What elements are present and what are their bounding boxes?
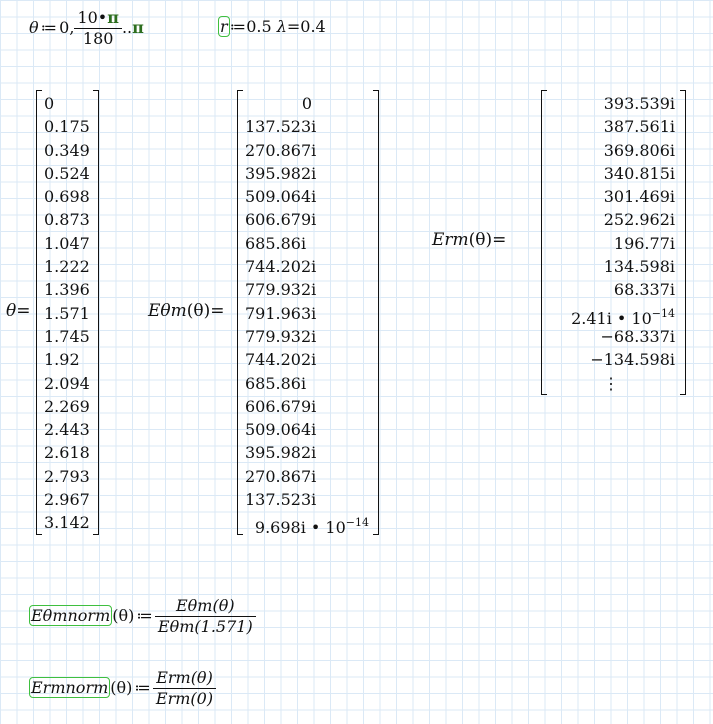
etheta-value-cell: 779.932i [245,326,317,346]
theta-value-cell: 0.349 [44,140,90,160]
erm-value-cell: 387.561i [603,117,675,137]
etheta-value-cell: 744.202i [245,257,317,277]
pi-symbol: π [132,18,144,37]
theta-matrix-label: θ= [6,301,31,321]
theta-value-cell: 2.967 [44,490,90,510]
erm-value-cell: 301.469i [603,187,675,207]
etheta-value-cell: 0 [301,94,313,113]
erm-matrix-label: Erm(θ)= [432,230,507,250]
etheta-value-cell: 685.86i [245,373,307,393]
theta-matrix[interactable] [36,90,99,535]
theta-value-cell: 2.094 [44,373,90,393]
etheta-value-cell: 395.982i [245,443,317,463]
etheta-value-cell: 270.867i [245,466,317,486]
erm-norm-definition[interactable]: Ermnorm (θ) ≔ $\frac{\text{Erm(θ)}}{\text{Erm(0)}}$ [29,668,216,709]
erm-matrix[interactable] [541,90,686,395]
truncation-ellipsis: ⋮ [603,373,619,393]
theta-value-cell: 2.269 [44,396,90,416]
erm-value-cell: −68.337i [600,326,675,346]
r-variable-selected[interactable]: r [220,17,228,36]
pi-symbol: π [107,8,119,27]
erm-value-cell: 252.962i [603,210,675,230]
theta-value-cell: 0.698 [44,187,90,207]
theta-value-cell: 0.175 [44,117,90,137]
range-operator: .. [121,18,133,37]
theta-value-cell: 0.524 [44,163,90,183]
theta-variable: θ [29,18,39,37]
assign-operator: ≔ [40,18,58,37]
theta-value-cell: 0.873 [44,210,90,230]
theta-value-cell: 1.571 [44,303,90,323]
erm-value-cell: 134.598i [603,257,675,277]
lambda-variable: λ [276,17,287,36]
theta-value-cell: 1.047 [44,233,90,253]
etheta-value-cell: 395.982i [245,163,317,183]
etheta-value-cell: 270.867i [245,140,317,160]
erm-value-cell: 393.539i [603,94,675,113]
theta-range-definition[interactable] [29,8,144,49]
etheta-value-cell: 137.523i [245,490,317,510]
etheta-matrix[interactable] [237,90,379,538]
range-start: 0, [59,18,75,37]
erm-norm-fraction: $\frac{\text{Erm(θ)}}{\text{Erm(0)}}$ [153,668,216,709]
theta-value-cell: 0 [44,94,55,113]
etheta-norm-definition[interactable]: Eθmnorm (θ) ≔ $\frac{\text{Eθm(θ)}}{\text{Eθm(1.571)}}$ [29,596,256,637]
theta-value-cell: 2.618 [44,443,90,463]
etheta-value-cell: 509.064i [245,420,317,440]
theta-value-cell: 1.222 [44,257,90,277]
theta-value-cell: 1.92 [44,350,80,370]
erm-value-cell: −134.598i [590,350,675,370]
lambda-assign: =0.4 [286,17,326,36]
etheta-value-cell: 779.932i [245,280,317,300]
erm-value-cell: 340.815i [603,163,675,183]
erm-value-cell: 369.806i [603,140,675,160]
erm-value-cell: 196.77i [613,233,675,253]
theta-value-cell: 2.793 [44,466,90,486]
etheta-value-cell: 744.202i [245,350,317,370]
etheta-norm-function-name[interactable]: Eθmnorm [31,606,111,625]
etheta-value-cell: 606.679i [245,210,317,230]
theta-value-cell: 1.745 [44,326,90,346]
r-assign: ≔0.5 [229,17,272,36]
theta-value-cell: 3.142 [44,513,90,533]
range-step-fraction: $\frac{10•\pi}{180}$ [74,8,122,49]
theta-value-cell: 2.443 [44,420,90,440]
theta-value-cell: 1.396 [44,280,90,300]
etheta-value-cell: 606.679i [245,396,317,416]
etheta-value-cell: 137.523i [245,117,317,137]
erm-norm-function-name[interactable]: Ermnorm [31,678,109,697]
erm-value-cell: 2.41i • $10^{-14}$ [571,306,675,328]
etheta-matrix-label: Eθm(θ)= [148,301,225,321]
parameter-definitions[interactable] [218,17,326,36]
etheta-value-cell: 509.064i [245,187,317,207]
erm-value-cell: 68.337i [613,280,675,300]
etheta-value-cell: 9.698i • $10^{-14}$ [254,516,369,538]
etheta-value-cell: 685.86i [245,233,307,253]
etheta-value-cell: 791.963i [245,303,317,323]
etheta-norm-fraction: $\frac{\text{Eθm(θ)}}{\text{Eθm(1.571)}}$ [155,596,256,637]
